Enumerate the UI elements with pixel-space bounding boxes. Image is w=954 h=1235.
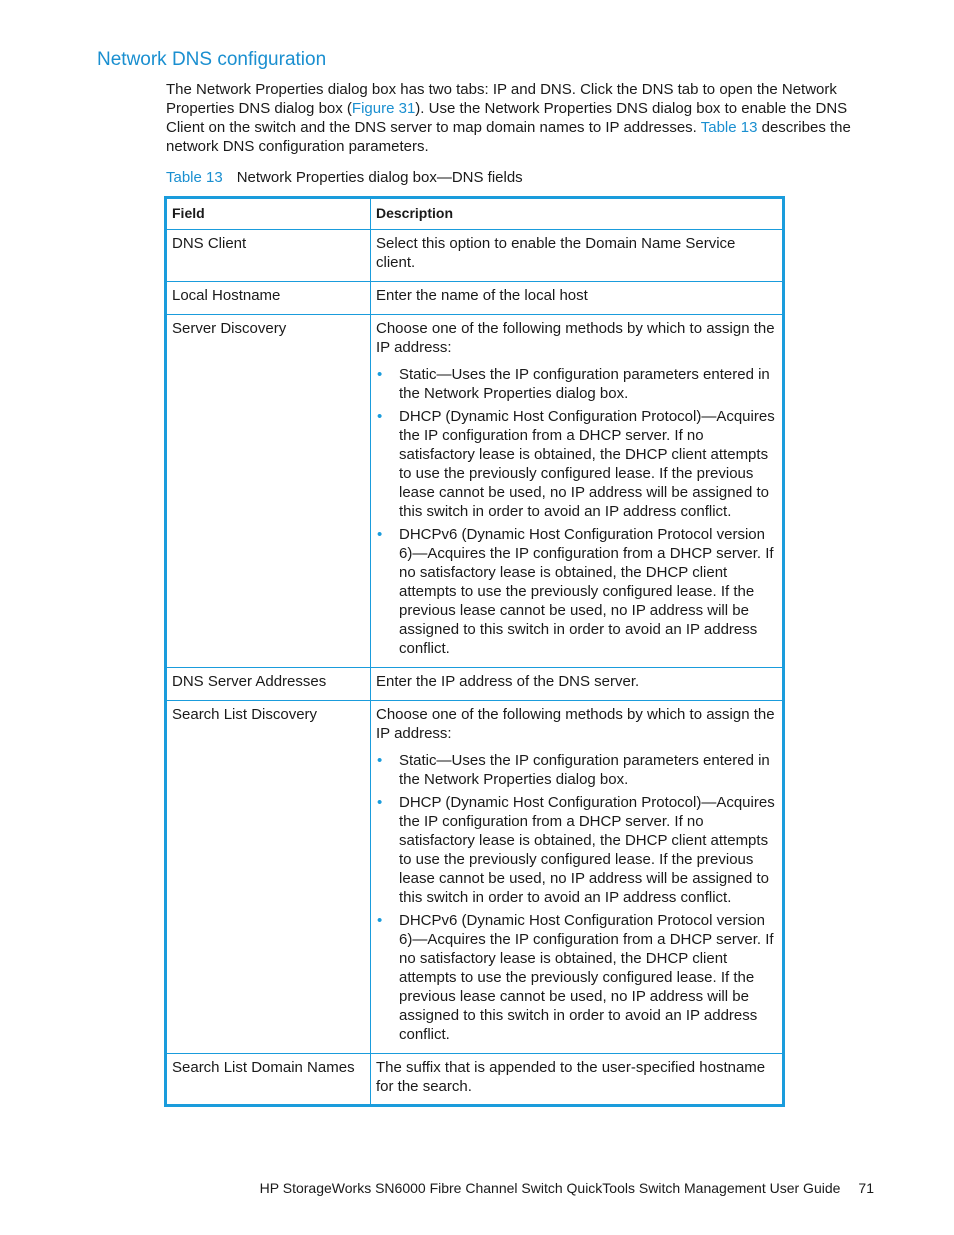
description-text: Choose one of the following methods by which to assign the IP address: [376, 320, 775, 356]
description-cell [371, 230, 783, 282]
bullet-text: DHCPv6 (Dynamic Host Configuration Protocol version 6)—Acquires the IP configuration from a DHCP server. If no satisfactory lease is obtained, the DHCP client attempts to use the previously configured lease. If the previous lease cannot be used, no IP address will be assigned to this switch in order to avoid an IP address conflict. [399, 912, 774, 1043]
intro-paragraph [166, 80, 866, 156]
list-item [376, 751, 777, 789]
description-cell [371, 315, 783, 668]
field-cell: Search List Domain Names [167, 1054, 371, 1105]
bullet-dot-icon: • [377, 752, 383, 769]
bullet-dot-icon: • [377, 526, 383, 543]
description-cell [371, 668, 783, 701]
bullet-text: DHCP (Dynamic Host Configuration Protocol)—Acquires the IP configuration from a DHCP server. If no satisfactory lease is obtained, the DHCP client attempts to use the previously configured lease. If the previous lease cannot be used, no IP address will be assigned to this switch in order to avoid an IP address conflict. [399, 794, 775, 906]
field-cell: Search List Discovery [167, 701, 371, 1054]
table-caption-text: Network Properties dialog box—DNS fields [236, 169, 523, 186]
page-number: 71 [858, 1180, 874, 1196]
field-cell: DNS Client [167, 230, 371, 282]
dns-fields-table [164, 196, 785, 1107]
header-field: Field [167, 199, 371, 230]
table-row [167, 315, 782, 668]
page-footer [260, 1179, 874, 1198]
field-cell: DNS Server Addresses [167, 668, 371, 701]
table-row [167, 668, 782, 701]
description-cell [371, 282, 783, 315]
bullet-dot-icon: • [377, 912, 383, 929]
bullet-dot-icon: • [377, 366, 383, 383]
description-text: The suffix that is appended to the user-specified hostname for the search. [376, 1059, 766, 1095]
description-text: Enter the name of the local host [376, 287, 588, 304]
section-title: Network DNS configuration [97, 49, 327, 70]
table-row [167, 230, 782, 282]
figure-31-link[interactable]: Figure 31 [351, 100, 416, 117]
bullet-list [376, 751, 777, 1044]
description-cell [371, 1054, 783, 1105]
header-description: Description [371, 199, 783, 230]
table-13-link[interactable]: Table 13 [700, 119, 758, 136]
bullet-text: DHCPv6 (Dynamic Host Configuration Protocol version 6)—Acquires the IP configuration from a DHCP server. If no satisfactory lease is obtained, the DHCP client attempts to use the previously configured lease. If the previous lease cannot be used, no IP address will be assigned to this switch in order to avoid an IP address conflict. [399, 526, 774, 657]
bullet-dot-icon: • [377, 408, 383, 425]
description-text: Choose one of the following methods by which to assign the IP address: [376, 706, 775, 742]
list-item [376, 525, 777, 658]
bullet-dot-icon: • [377, 794, 383, 811]
bullet-text: Static—Uses the IP configuration parameters entered in the Network Properties dialog box. [399, 752, 770, 788]
list-item [376, 793, 777, 907]
field-cell: Local Hostname [167, 282, 371, 315]
list-item [376, 365, 777, 403]
table-caption [166, 168, 523, 187]
description-text: Select this option to enable the Domain Name Service client. [376, 235, 736, 271]
bullet-text: DHCP (Dynamic Host Configuration Protocol)—Acquires the IP configuration from a DHCP server. If no satisfactory lease is obtained, the DHCP client attempts to use the previously configured lease. If the previous lease cannot be used, no IP address will be assigned to this switch in order to avoid an IP address conflict. [399, 408, 775, 520]
description-text: Enter the IP address of the DNS server. [376, 673, 640, 690]
table-row [167, 282, 782, 315]
field-cell: Server Discovery [167, 315, 371, 668]
table-header-row [167, 199, 782, 230]
intro-text-3: describes the network DNS configuration parameters. [166, 119, 851, 155]
table-row [167, 1054, 782, 1105]
list-item [376, 911, 777, 1044]
table-row [167, 701, 782, 1054]
table-caption-number: Table 13 [166, 169, 223, 186]
intro-text-1: The Network Properties dialog box has two tabs: IP and DNS. Click the DNS tab to open the Network Properties DNS dialog box ( [166, 81, 837, 117]
intro-text-2: ). Use the Network Properties DNS dialog box to enable the DNS Client on the switch and the DNS server to map domain names to IP addresses. [166, 100, 848, 136]
bullet-text: Static—Uses the IP configuration parameters entered in the Network Properties dialog box. [399, 366, 770, 402]
footer-guide-title: HP StorageWorks SN6000 Fibre Channel Switch QuickTools Switch Management User Guide [259, 1180, 841, 1196]
list-item [376, 407, 777, 521]
bullet-list [376, 365, 777, 658]
description-cell [371, 701, 783, 1054]
